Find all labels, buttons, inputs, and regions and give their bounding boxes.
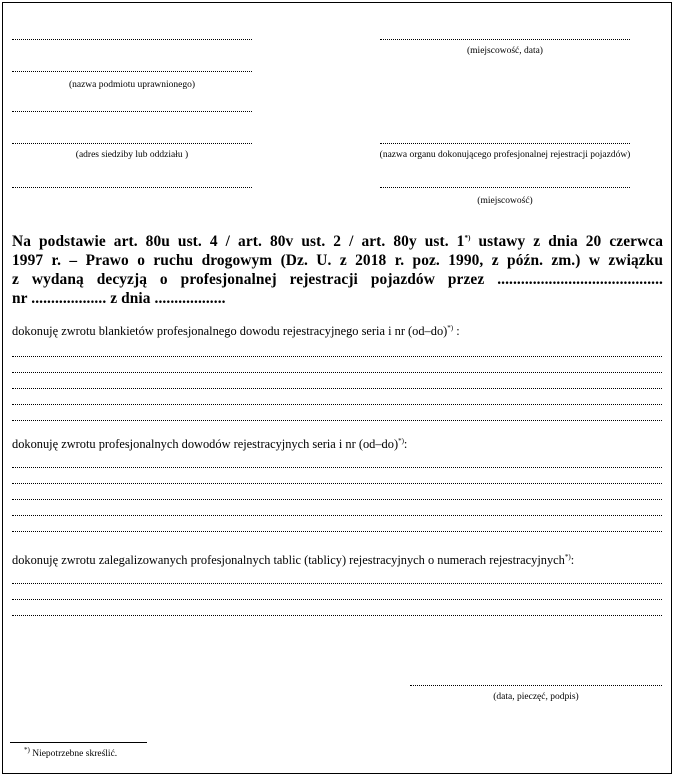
section2-line-3[interactable] <box>12 498 662 500</box>
address-field-2[interactable] <box>12 142 252 144</box>
place-date-caption: (miejscowość, data) <box>467 46 543 56</box>
entity-name-field-2[interactable] <box>12 70 252 72</box>
heading-line-1: Na podstawie art. 80u ust. 4 / art. 80v ust. 2 / art. 80y ust. 1*) ustawy z dnia 20 czerwca <box>12 233 664 250</box>
address-caption: (adres siedziby lub oddziału ) <box>75 150 189 160</box>
section1-line-4[interactable] <box>12 403 662 405</box>
section2-line-1[interactable] <box>12 466 662 468</box>
section3-line-2[interactable] <box>12 598 662 600</box>
place-date-field[interactable] <box>380 38 630 40</box>
entity-name-field-1[interactable] <box>12 38 252 40</box>
address-field-1[interactable] <box>12 110 252 112</box>
section3-label: dokonuję zwrotu zalegalizowanych profesjonalnych tablic (tablicy) rejestracyjnych o numerach rejestracyjnych*): <box>12 552 575 567</box>
place-caption: (miejscowość) <box>477 196 533 206</box>
section2-line-4[interactable] <box>12 514 662 516</box>
authority-field[interactable] <box>380 142 630 144</box>
footnote: *) Niepotrzebne skreślić. <box>24 745 118 759</box>
heading-line-4[interactable]: nr ................... z dnia .................. <box>12 290 226 307</box>
section2-label: dokonuję zwrotu profesjonalnych dowodów rejestracyjnych seria i nr (od–do)*): <box>12 436 408 451</box>
section2-line-2[interactable] <box>12 482 662 484</box>
section1-line-1[interactable] <box>12 355 662 357</box>
section1-label: dokonuję zwrotu blankietów profesjonalnego dowodu rejestracyjnego seria i nr (od–do)*) : <box>12 323 460 338</box>
authority-caption: (nazwa organu dokonującego profesjonalnej rejestracji pojazdów) <box>379 150 631 160</box>
footnote-divider <box>10 742 147 743</box>
legal-basis-paragraph <box>12 232 663 308</box>
heading-line-3[interactable]: z wydaną decyzją o profesjonalnej rejestracji pojazdów przez .......................................... <box>12 271 663 288</box>
section3-line-1[interactable] <box>12 582 662 584</box>
heading-line-2: 1997 r. – Prawo o ruchu drogowym (Dz. U. z 2018 r. poz. 1990, z późn. zm.) w związku <box>12 252 663 269</box>
signature-place-field-left[interactable] <box>12 186 252 188</box>
signature-field[interactable] <box>410 684 662 686</box>
section3-line-3[interactable] <box>12 614 662 616</box>
entity-name-caption: (nazwa podmiotu uprawnionego) <box>68 80 196 90</box>
signature-caption: (data, pieczęć, podpis) <box>493 692 579 702</box>
section1-line-3[interactable] <box>12 387 662 389</box>
section2-line-5[interactable] <box>12 530 662 532</box>
section1-line-2[interactable] <box>12 371 662 373</box>
authority-place-field[interactable] <box>380 186 630 188</box>
section1-line-5[interactable] <box>12 419 662 421</box>
